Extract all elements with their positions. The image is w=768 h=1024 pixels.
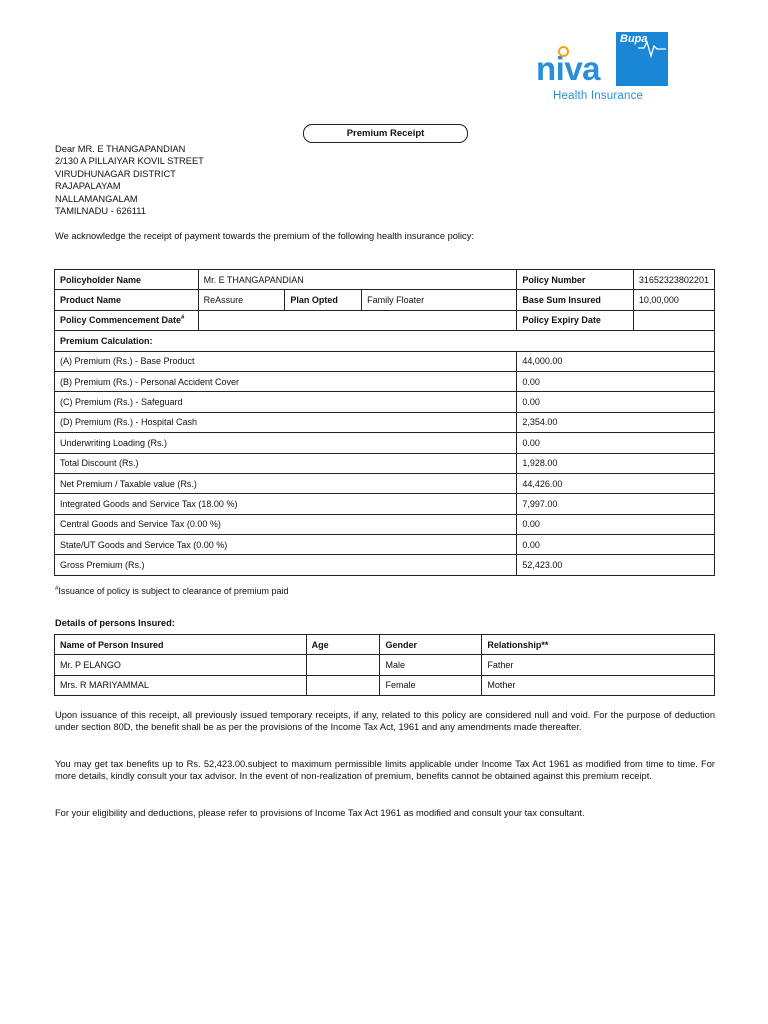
premium-value: 0.00	[517, 535, 715, 555]
premium-label: Central Goods and Service Tax (0.00 %)	[55, 514, 517, 534]
insured-heading: Details of persons Insured:	[55, 618, 175, 628]
clearance-note	[55, 586, 288, 596]
receipt-notice-paragraph: Upon issuance of this receipt, all previously issued temporary receipts, if any, related to this policy are considered null and void. For the purpose of deduction under section 80D, the benefit shall be as per the provisions of the Income Tax Act, 1961 and any amendments made thereafter.	[55, 710, 715, 733]
col-header: Age	[306, 635, 380, 655]
footnote-mark: #	[181, 315, 185, 322]
premium-label: (A) Premium (Rs.) - Base Product	[55, 351, 517, 371]
tax-benefit-paragraph: You may get tax benefits up to Rs. 52,423.00.subject to maximum permissible limits applicable under Income Tax Act 1961 as modified from time to time. For more details, kindly consult your tax advisor. In the event of non-realization of premium, benefits cannot be obtained against this premium receipt.	[55, 759, 715, 782]
address-line: RAJAPALAYAM	[55, 181, 121, 192]
commencement-label	[55, 310, 199, 330]
address-line: TAMILNADU - 626111	[55, 206, 146, 217]
logo-tagline: Health Insurance	[553, 90, 644, 102]
sum-insured-label: Base Sum Insured	[517, 290, 634, 310]
table-row	[55, 351, 715, 371]
premium-label: (C) Premium (Rs.) - Safeguard	[55, 392, 517, 412]
table-row	[55, 655, 715, 675]
table-row	[55, 535, 715, 555]
address-line: VIRUDHUNAGAR DISTRICT	[55, 168, 176, 179]
insured-gender: Female	[380, 675, 482, 695]
premium-value: 44,000.00	[517, 351, 715, 371]
col-header: Name of Person Insured	[55, 635, 307, 655]
table-row	[55, 453, 715, 473]
expiry-value	[633, 310, 714, 330]
premium-label: (D) Premium (Rs.) - Hospital Cash	[55, 412, 517, 432]
intro-text: We acknowledge the receipt of payment towards the premium of the following health insurance policy:	[55, 231, 474, 241]
policyholder-value: Mr. E THANGAPANDIAN	[198, 270, 517, 290]
commencement-label-text: Policy Commencement Date	[60, 315, 182, 326]
table-row	[55, 270, 715, 290]
policy-table	[54, 269, 715, 576]
address-block	[55, 143, 204, 217]
policyholder-label: Policyholder Name	[55, 270, 199, 290]
table-row	[55, 290, 715, 310]
footnote-mark: #	[55, 586, 59, 592]
insured-gender: Male	[380, 655, 482, 675]
premium-value: 2,354.00	[517, 412, 715, 432]
insured-table	[54, 634, 715, 696]
table-row	[55, 555, 715, 575]
premium-value: 7,997.00	[517, 494, 715, 514]
premium-label: Total Discount (Rs.)	[55, 453, 517, 473]
premium-value: 0.00	[517, 392, 715, 412]
insured-name: Mr. P ELANGO	[55, 655, 307, 675]
plan-value: Family Floater	[362, 290, 517, 310]
address-line: 2/130 A PILLAIYAR KOVIL STREET	[55, 156, 204, 167]
policy-number-label: Policy Number	[517, 270, 634, 290]
table-row	[55, 392, 715, 412]
premium-label: Gross Premium (Rs.)	[55, 555, 517, 575]
commencement-value	[198, 310, 517, 330]
premium-value: 44,426.00	[517, 473, 715, 493]
insured-age	[306, 675, 380, 695]
policy-number-value: 31652323802201	[633, 270, 714, 290]
premium-value: 1,928.00	[517, 453, 715, 473]
table-row	[55, 331, 715, 351]
plan-label: Plan Opted	[285, 290, 362, 310]
table-row	[55, 494, 715, 514]
premium-label: Net Premium / Taxable value (Rs.)	[55, 473, 517, 493]
address-line: NALLAMANGALAM	[55, 193, 138, 204]
col-header: Relationship**	[482, 635, 715, 655]
col-header: Gender	[380, 635, 482, 655]
table-row	[55, 514, 715, 534]
eligibility-paragraph: For your eligibility and deductions, please refer to provisions of Income Tax Act 1961 as modified and consult your tax consultant.	[55, 808, 585, 818]
table-header-row	[55, 635, 715, 655]
premium-heading: Premium Calculation:	[55, 331, 715, 351]
premium-value: 0.00	[517, 514, 715, 534]
table-row	[55, 412, 715, 432]
insured-relationship: Mother	[482, 675, 715, 695]
logo-dot-icon	[558, 46, 569, 57]
premium-value: 0.00	[517, 433, 715, 453]
address-line: Dear MR. E THANGAPANDIAN	[55, 144, 186, 154]
niva-wordmark: niva	[536, 50, 601, 87]
insured-relationship: Father	[482, 655, 715, 675]
document-title: Premium Receipt	[303, 124, 468, 143]
expiry-label: Policy Expiry Date	[517, 310, 634, 330]
premium-label: (B) Premium (Rs.) - Personal Accident Cover	[55, 371, 517, 391]
sum-insured-value: 10,00,000	[633, 290, 714, 310]
product-label: Product Name	[55, 290, 199, 310]
insured-name: Mrs. R MARIYAMMAL	[55, 675, 307, 695]
table-row	[55, 473, 715, 493]
premium-value: 0.00	[517, 371, 715, 391]
table-row	[55, 675, 715, 695]
premium-label: Underwriting Loading (Rs.)	[55, 433, 517, 453]
premium-label: State/UT Goods and Service Tax (0.00 %)	[55, 535, 517, 555]
bupa-wordmark: Bupa	[620, 33, 648, 45]
table-row	[55, 433, 715, 453]
clearance-note-text: Issuance of policy is subject to clearance of premium paid	[58, 586, 289, 596]
premium-value: 52,423.00	[517, 555, 715, 575]
table-row	[55, 310, 715, 330]
insured-age	[306, 655, 380, 675]
product-value: ReAssure	[198, 290, 285, 310]
table-row	[55, 371, 715, 391]
premium-label: Integrated Goods and Service Tax (18.00 %)	[55, 494, 517, 514]
